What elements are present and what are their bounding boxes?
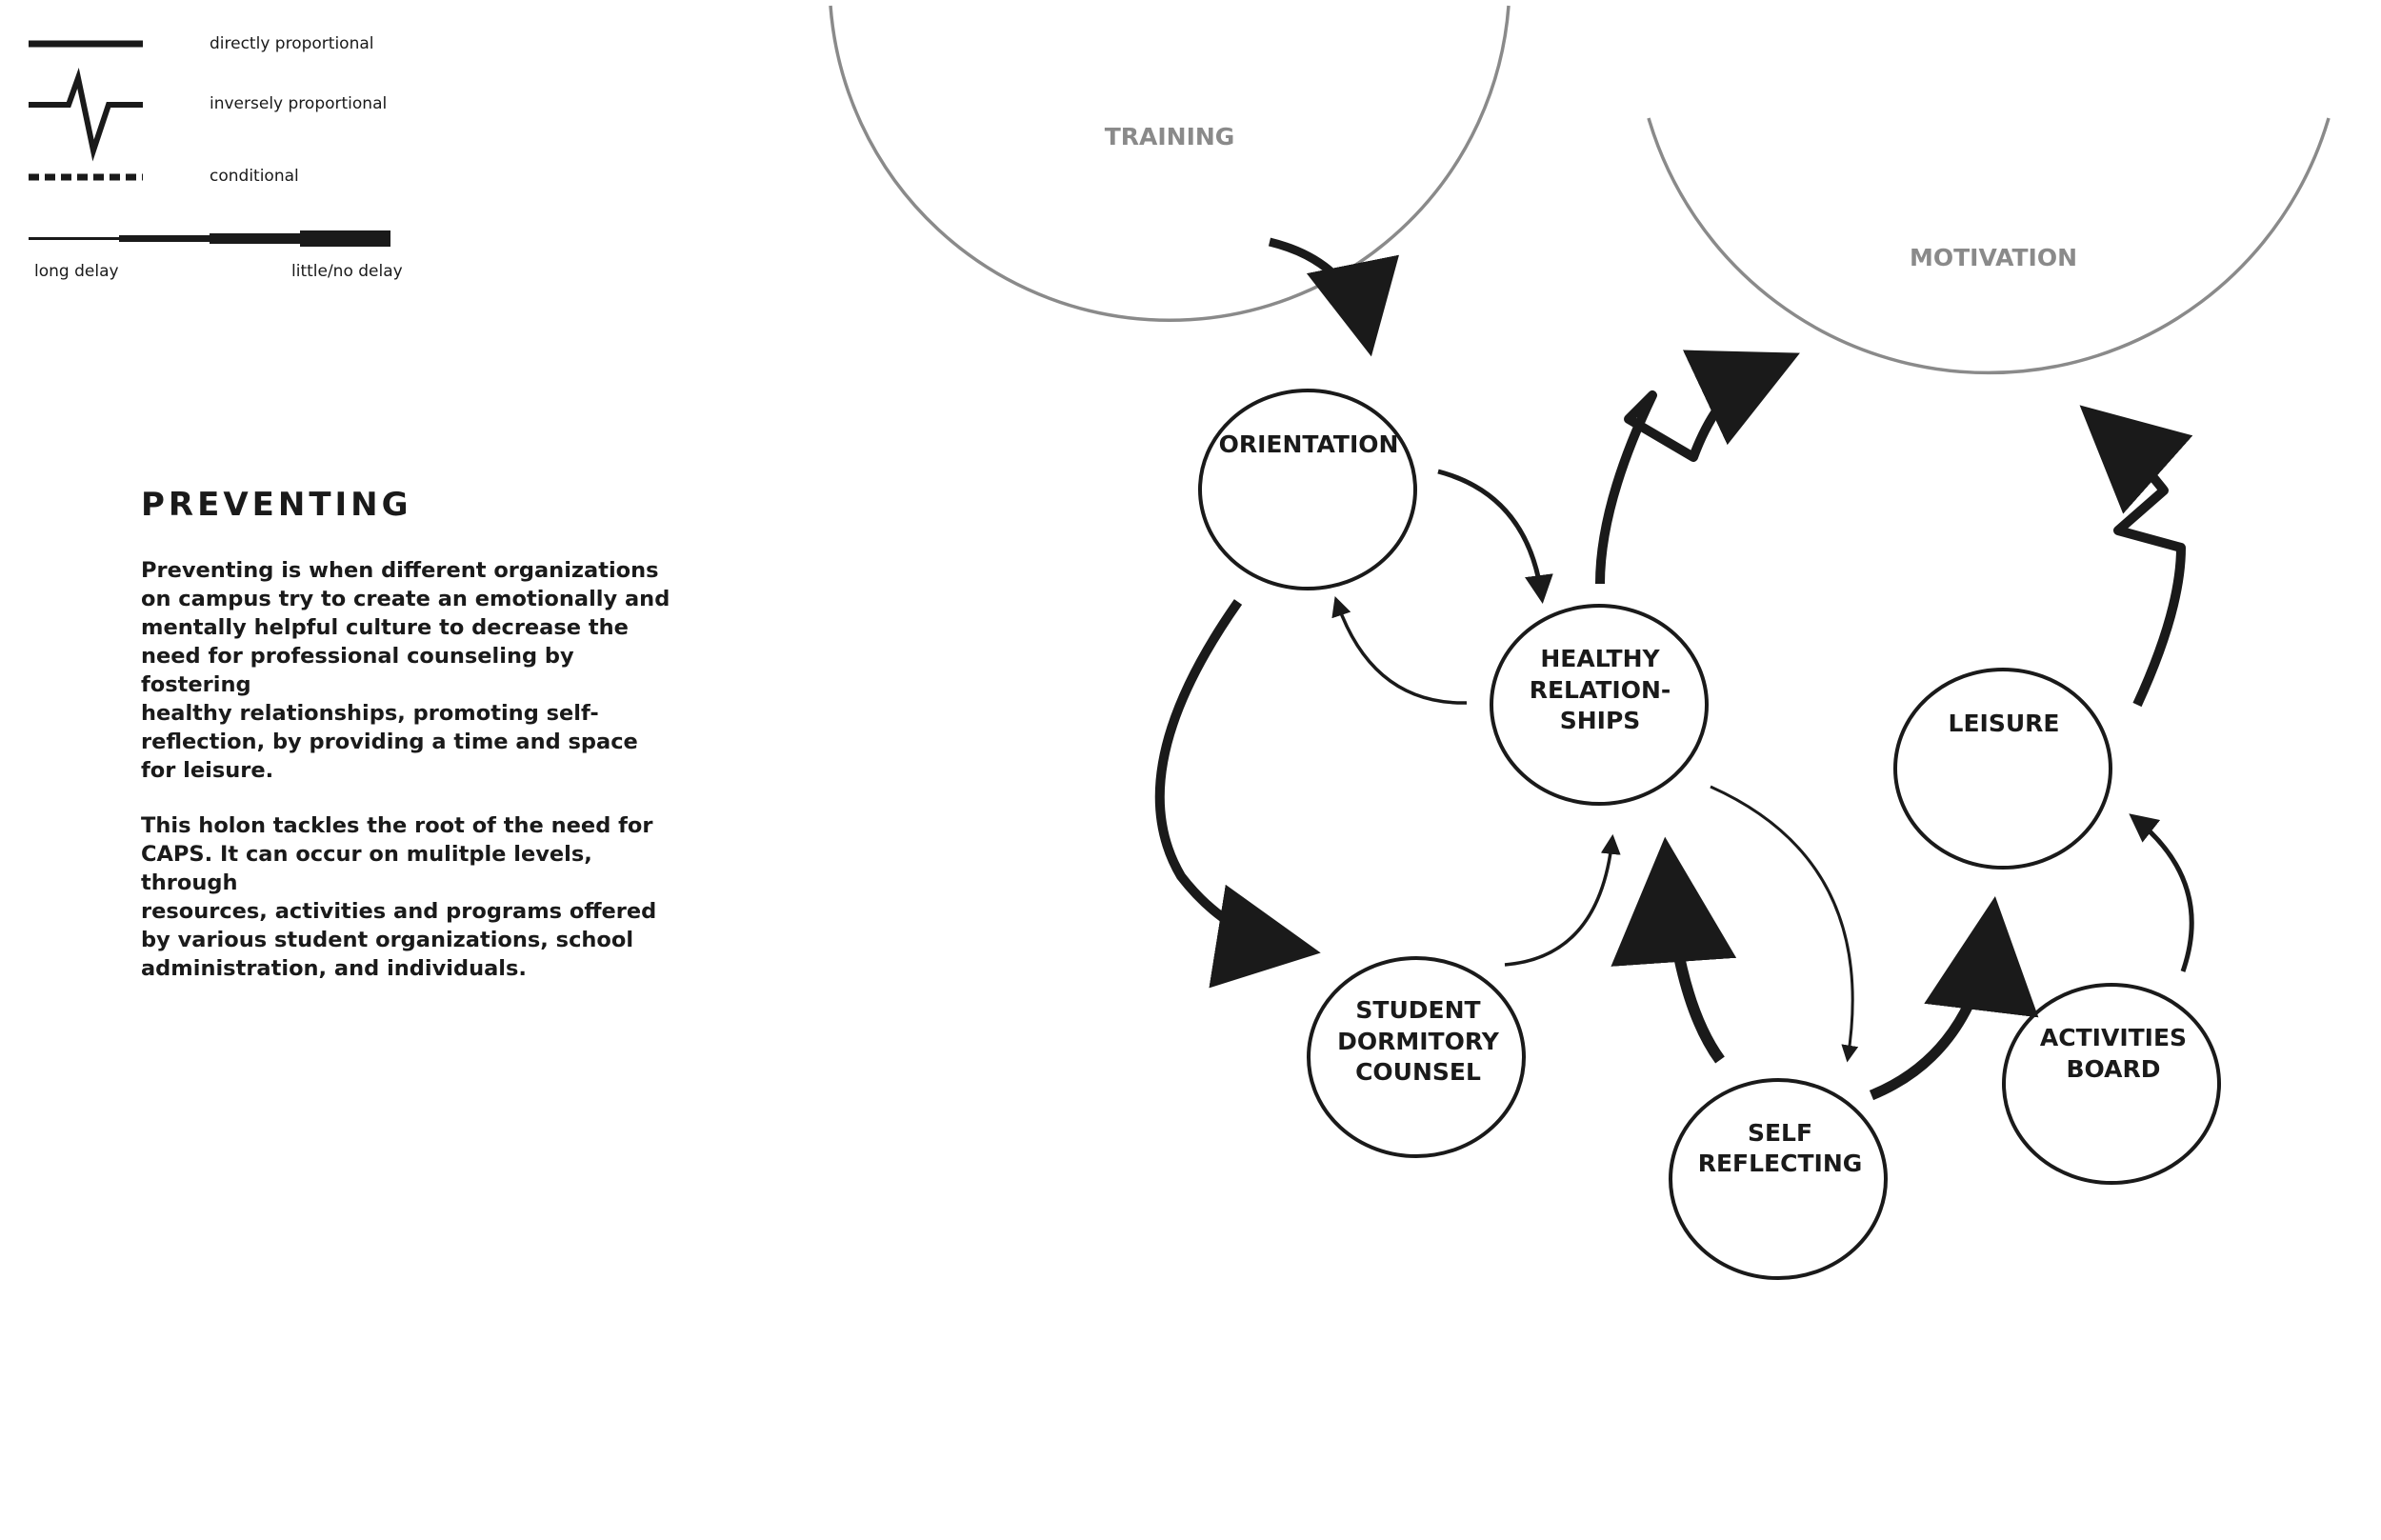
panel-title: PREVENTING — [141, 486, 412, 524]
arrow-self-to-healthy — [1667, 862, 1720, 1060]
arrow-self-to-leisure — [1871, 919, 1992, 1095]
node-student-dormitory-counsel — [1309, 958, 1524, 1156]
training-label: TRAINING — [1104, 123, 1235, 150]
self-label-1: SELF — [1747, 1119, 1813, 1147]
legend-no-delay-label: little/no delay — [291, 262, 403, 281]
legend-inversely-line — [29, 78, 143, 150]
arrow-healthy-to-orientation — [1336, 600, 1467, 703]
node-healthy-relationships — [1491, 606, 1707, 804]
training-arc — [830, 6, 1509, 320]
arrow-healthy-to-motivation — [1600, 362, 1781, 584]
arrow-healthy-to-self — [1711, 787, 1852, 1059]
legend — [29, 34, 403, 281]
node-orientation — [1200, 390, 1415, 589]
activities-label-1: ACTIVITIES — [2039, 1024, 2188, 1051]
self-label-2: REFLECTING — [1697, 1150, 1863, 1177]
legend-delay-scale — [29, 230, 390, 247]
arrow-orientation-to-healthy — [1438, 471, 1542, 598]
node-self-reflecting — [1671, 1080, 1886, 1278]
motivation-label: MOTIVATION — [1909, 244, 2078, 271]
student-label-1: STUDENT — [1355, 996, 1481, 1024]
arrow-student-to-healthy — [1505, 838, 1612, 965]
arrow-orientation-to-student — [1160, 602, 1300, 950]
node-activities-board — [2004, 985, 2219, 1183]
preventing-panel — [141, 486, 674, 1010]
healthy-label-1: HEALTHY — [1540, 645, 1660, 672]
student-label-2: DORMITORY — [1337, 1028, 1499, 1055]
healthy-label-2: RELATION- — [1529, 676, 1671, 704]
activities-label-2: BOARD — [2066, 1055, 2161, 1083]
arrow-leisure-to-motivation — [2095, 419, 2181, 705]
legend-directly-label: directly proportional — [210, 34, 374, 53]
student-label-3: COUNSEL — [1355, 1058, 1481, 1086]
arrow-training-to-orientation — [1270, 242, 1368, 338]
legend-conditional-label: conditional — [210, 167, 299, 186]
arrow-activities-to-leisure — [2133, 817, 2191, 971]
legend-inversely-label: inversely proportional — [210, 94, 388, 113]
orientation-label: ORIENTATION — [1218, 430, 1399, 458]
panel-paragraph-2: This holon tackles the root of the need for CAPS. It can occur on mulitple levels, through resources, activities and programs offered by various student organizations, school administration, and individuals. — [141, 813, 657, 981]
leisure-label: LEISURE — [1948, 710, 2060, 737]
legend-long-delay-label: long delay — [34, 262, 119, 281]
healthy-label-3: SHIPS — [1559, 707, 1641, 734]
node-leisure — [1895, 670, 2111, 868]
panel-paragraph-1: Preventing is when different organizations on campus try to create an emotionally and mentally helpful culture to decrease the need for professional counseling by fostering healthy relationships, promoting self- reflection, by providing a time and space for leisure. — [141, 558, 670, 783]
